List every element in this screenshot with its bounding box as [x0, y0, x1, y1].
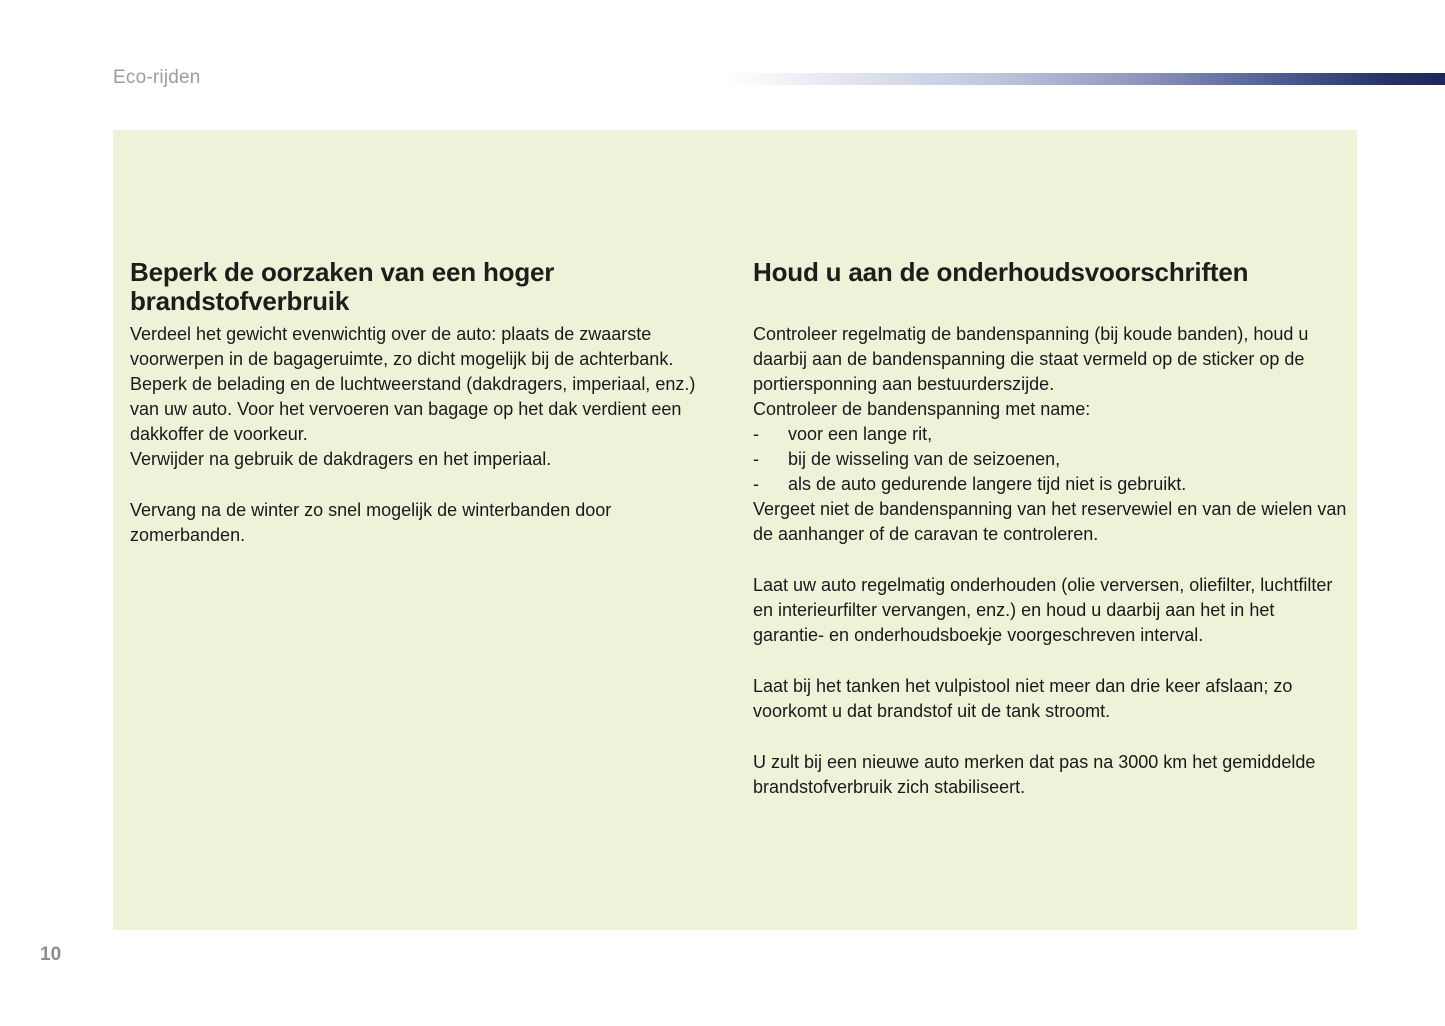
paragraph-spacer	[130, 472, 722, 498]
left-paragraph-winter-tyres: Vervang na de winter zo snel mogelijk de winterbanden door zomerbanden.	[130, 500, 612, 545]
right-paragraph-new-car-consumption: U zult bij een nieuwe auto merken dat pas na 3000 km het gemiddelde brandstofverbruik zich stabiliseert.	[753, 752, 1316, 797]
content-panel	[113, 130, 1357, 930]
right-paragraph-regular-service: Laat uw auto regelmatig onderhouden (olie verversen, oliefilter, luchtfilter en interieurfilter vervangen, enz.) en houd u daarbij aan het in het garantie- en onderhoudsboekje voorgeschreven interval.	[753, 575, 1333, 645]
paragraph-spacer	[753, 648, 1349, 674]
list-dash: -	[753, 449, 759, 469]
left-paragraph-remove-roof-racks: Verwijder na gebruik de dakdragers en het imperiaal.	[130, 449, 552, 469]
list-item-season-change	[753, 447, 1349, 472]
page-header-title: Eco-rijden	[113, 67, 201, 88]
left-paragraph-weight-distribution: Verdeel het gewicht evenwichtig over de auto: plaats de zwaarste voorwerpen in de bagageruimte, zo dicht mogelijk bij de achterbank. Beperk de belading en de luchtweerstand (dakdragers, imperiaal, enz.) van uw auto. Voor het vervoeren van bagage op het dak verdient een dakkoffer de voorkeur.	[130, 324, 696, 444]
list-item-long-idle	[753, 472, 1349, 497]
right-column	[753, 258, 1349, 800]
page-number: 10	[40, 944, 62, 965]
left-column-heading: Beperk de oorzaken van een hoger brandstofverbruik	[130, 257, 555, 316]
list-item-label: als de auto gedurende langere tijd niet is gebruikt.	[788, 474, 1187, 494]
paragraph-spacer	[753, 547, 1349, 573]
list-dash: -	[753, 424, 759, 444]
right-paragraph-check-intro: Controleer de bandenspanning met name:	[753, 399, 1091, 419]
header-gradient-rule	[728, 73, 1445, 85]
right-paragraph-tyre-pressure: Controleer regelmatig de bandenspanning (bij koude banden), houd u daarbij aan de bandenspanning die staat vermeld op de sticker op de portiersponning aan bestuurderszijde.	[753, 324, 1309, 394]
list-item-label: voor een lange rit,	[788, 424, 933, 444]
left-column	[130, 258, 722, 548]
right-paragraph-spare-wheel: Vergeet niet de bandenspanning van het reservewiel en van de wielen van de aanhanger of de caravan te controleren.	[753, 499, 1347, 544]
list-item-long-trip	[753, 422, 1349, 447]
right-column-heading: Houd u aan de onderhoudsvoorschriften	[753, 257, 1249, 287]
list-item-label: bij de wisseling van de seizoenen,	[788, 449, 1061, 469]
paragraph-spacer	[753, 724, 1349, 750]
right-paragraph-fuel-nozzle: Laat bij het tanken het vulpistool niet meer dan drie keer afslaan; zo voorkomt u dat brandstof uit de tank stroomt.	[753, 676, 1293, 721]
list-dash: -	[753, 474, 759, 494]
